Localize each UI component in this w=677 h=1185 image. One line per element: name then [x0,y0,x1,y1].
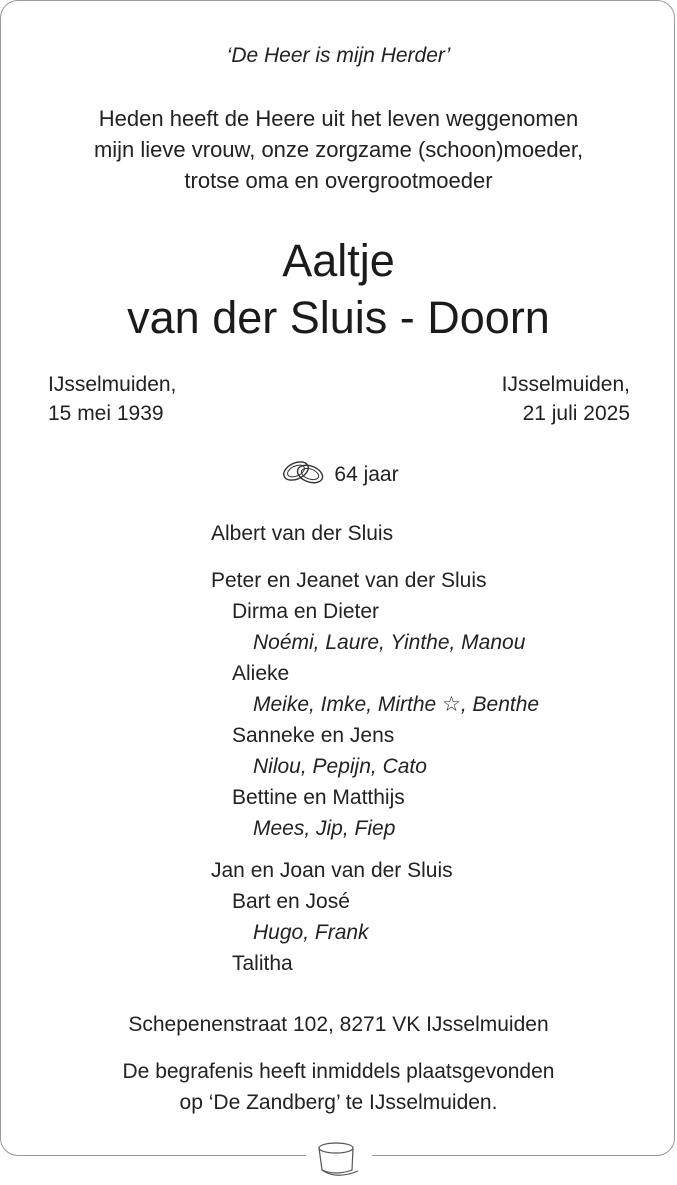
family-head: Jan en Joan van der Sluis [211,859,453,882]
grandchildren-line: Nilou, Pepijn, Cato [253,755,427,778]
death-date: 21 juli 2025 [522,402,630,425]
funeral-line: op ‘De Zandberg’ te IJsselmuiden. [179,1091,498,1114]
family-line: Bart en José [232,890,350,913]
family-line: Sanneke en Jens [232,724,395,747]
full-name: van der Sluis - Doorn [127,292,550,343]
grandchildren-line: Noémi, Laure, Yinthe, Manou [253,631,526,654]
birth-place: IJsselmuiden, [48,373,177,396]
family-peter [211,565,539,844]
marriage-duration [0,458,677,492]
birth-date: 15 mei 1939 [48,402,164,425]
funeral-line: De begrafenis heeft inmiddels plaatsgevonden [122,1060,555,1083]
intro-line: trotse oma en overgrootmoeder [184,168,493,193]
hat-icon [314,1140,364,1185]
deceased-name [0,232,677,346]
family-line: Talitha [232,952,293,975]
family-line: Bettine en Matthijs [232,786,405,809]
family-line: Albert van der Sluis [211,522,394,545]
intro-text [0,103,677,196]
marriage-years: 64 jaar [334,463,399,486]
motto: ‘De Heer is mijn Herder’ [226,44,451,67]
first-name: Aaltje [282,235,395,286]
wedding-rings-icon [278,458,334,492]
intro-line: Heden heeft de Heere uit het leven weggenomen [98,106,579,131]
family-line: Alieke [232,662,290,685]
family-head: Peter en Jeanet van der Sluis [211,569,487,592]
address: Schepenenstraat 102, 8271 VK IJsselmuiden [128,1013,549,1036]
family-line: Dirma en Dieter [232,600,380,623]
death-place: IJsselmuiden, [501,373,630,396]
grandchildren-line: Meike, Imke, Mirthe ☆, Benthe [253,693,540,716]
family-jan [211,855,453,979]
husband [211,518,393,549]
grandchildren-line: Hugo, Frank [253,921,369,944]
funeral-notice [0,1056,677,1118]
grandchildren-line: Mees, Jip, Fiep [253,817,396,840]
birth-info [48,370,176,428]
intro-line: mijn lieve vrouw, onze zorgzame (schoon)moeder, [93,137,584,162]
death-info [502,370,630,428]
